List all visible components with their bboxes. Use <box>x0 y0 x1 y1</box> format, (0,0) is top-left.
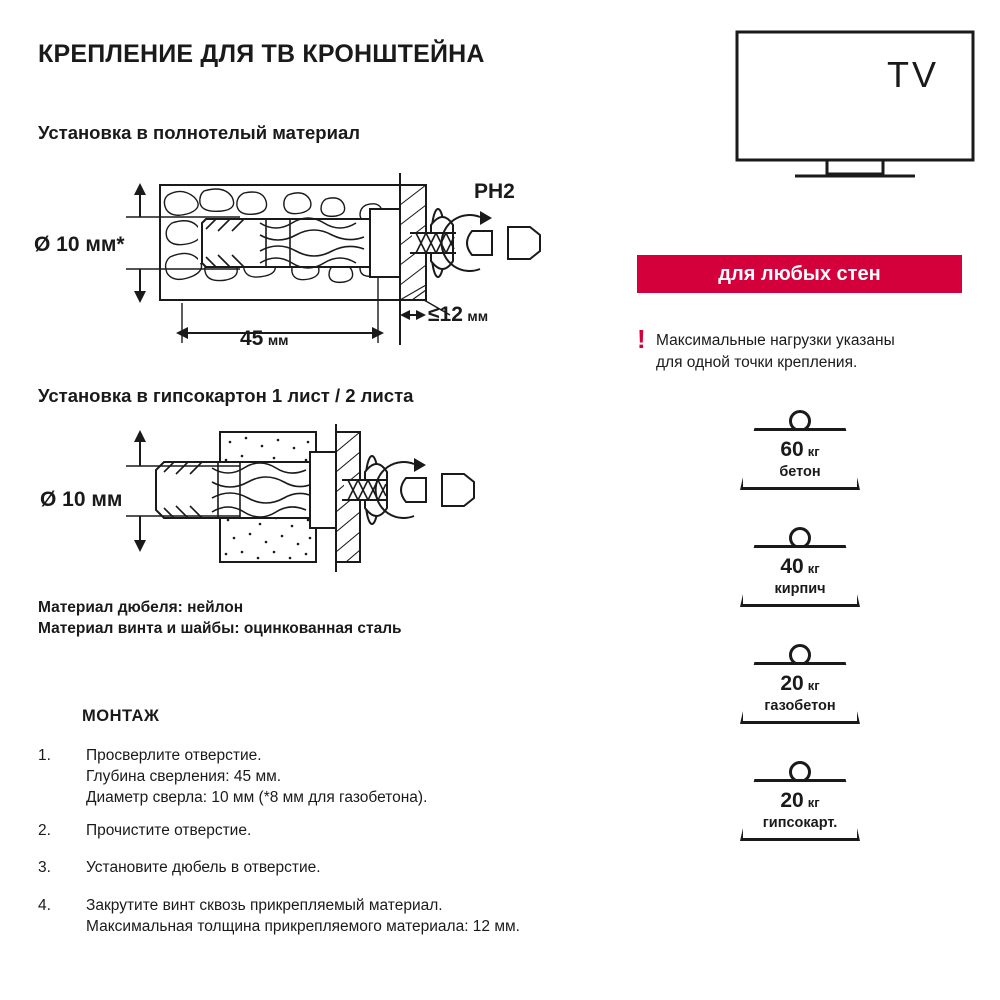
load-material: кирпич <box>774 580 826 597</box>
step-line: Глубина сверления: 45 мм. <box>86 768 282 785</box>
montage-step-4 <box>38 895 658 937</box>
step-line: Диаметр сверла: 10 мм (*8 мм для газобетона). <box>86 789 428 806</box>
step-number: 2. <box>38 822 51 839</box>
load-unit: кг <box>807 677 820 693</box>
material-screw: Материал винта и шайбы: оцинкованная сталь <box>38 620 402 637</box>
load-value: 40 <box>780 554 804 578</box>
dim-diameter-drywall: Ø 10 мм <box>40 488 123 511</box>
load-value: 60 <box>780 437 804 461</box>
montage-step-1 <box>38 745 598 808</box>
montage-step-3 <box>38 857 598 878</box>
load-unit: кг <box>807 443 820 459</box>
dim-diameter-solid: Ø 10 мм* <box>34 233 125 256</box>
load-value: 20 <box>780 788 804 812</box>
page-title: КРЕПЛЕНИЕ ДЛЯ ТВ КРОНШТЕЙНА <box>38 40 485 68</box>
tv-icon <box>735 30 975 180</box>
load-unit: кг <box>807 794 820 810</box>
load-material: гипсокарт. <box>762 814 838 831</box>
diagram-solid-material <box>120 165 640 365</box>
load-badge-brick <box>740 527 860 613</box>
step-line: Прочистите отверстие. <box>86 822 252 839</box>
load-material: бетон <box>779 463 821 480</box>
load-material: газобетон <box>764 697 836 714</box>
warning-line-1: Максимальные нагрузки указаны <box>656 332 895 349</box>
step-line: Просверлите отверстие. <box>86 747 262 764</box>
label-driver-bit: PH2 <box>474 180 515 203</box>
banner-any-walls: для любых стен <box>637 255 962 293</box>
section-solid-subtitle: Установка в полнотелый материал <box>38 122 361 143</box>
load-value: 20 <box>780 671 804 695</box>
montage-title: МОНТАЖ <box>82 707 160 725</box>
warning-line-2: для одной точки крепления. <box>656 354 858 371</box>
step-line: Закрутите винт сквозь прикрепляемый материал. <box>86 897 443 914</box>
section-drywall-subtitle: Установка в гипсокартон 1 лист / 2 листа <box>38 385 414 406</box>
load-badge-concrete <box>740 410 860 496</box>
material-notes <box>38 597 402 639</box>
step-number: 1. <box>38 747 51 764</box>
step-number: 3. <box>38 859 51 876</box>
warning-icon: ! <box>637 324 646 354</box>
step-line: Установите дюбель в отверстие. <box>86 859 321 876</box>
tv-label: TV <box>887 54 940 95</box>
dim-length-solid: 45 мм <box>240 327 289 350</box>
dim-thickness-solid: ≤12 мм <box>428 303 489 326</box>
warning-text <box>656 330 986 374</box>
material-anchor: Материал дюбеля: нейлон <box>38 599 244 616</box>
diagram-drywall <box>120 420 640 580</box>
step-line: Максимальная толщина прикрепляемого материала: 12 мм. <box>86 918 520 935</box>
load-badge-aerated-concrete <box>740 644 860 730</box>
montage-step-2 <box>38 820 598 841</box>
load-unit: кг <box>807 560 820 576</box>
step-number: 4. <box>38 897 51 914</box>
load-badge-drywall <box>740 761 860 847</box>
